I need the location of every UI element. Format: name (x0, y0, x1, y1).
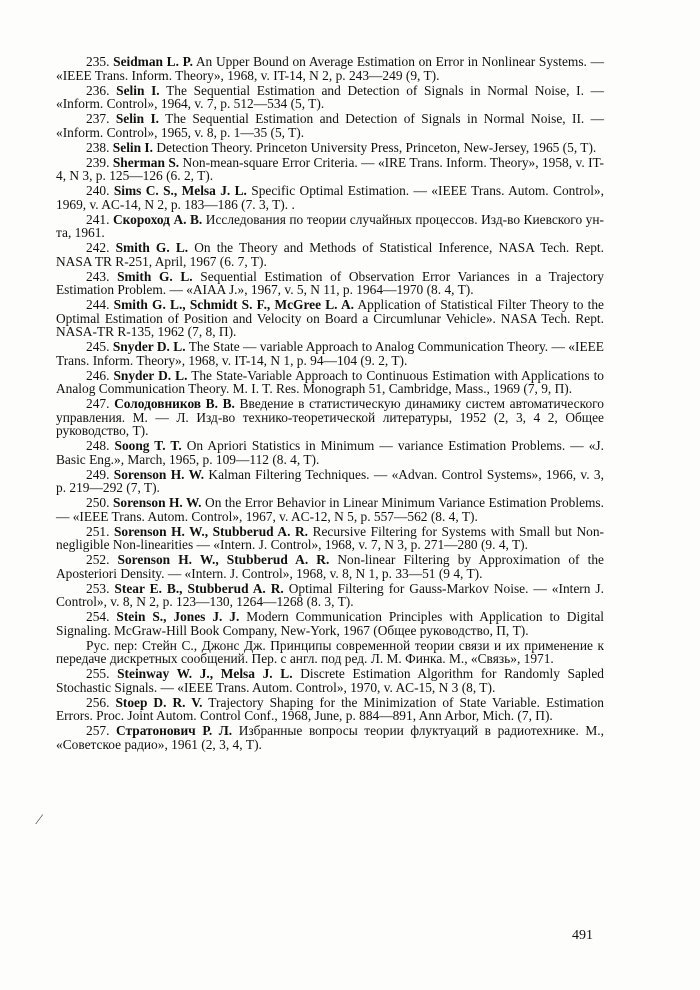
entry-authors: Stein S., Jones J. J. (116, 609, 240, 624)
entry-text: Recursive Filtering for Systems with Small but Non-negligible Non-linearities — «Intern. J. Control», 1968, v. 7, N 3, p. 271—280 (9. 4, T). (56, 523, 604, 552)
entry-text: Specific Optimal Estimation. — «IEEE Trans. Autom. Control», 1969, v. AC-14, N 2, p. 183—186 (7. 3, T). . (56, 183, 604, 212)
entry-authors: Smith G. L. (115, 240, 189, 255)
entry-authors: Солодовников В. В. (114, 396, 235, 411)
entry-authors: Selin I. (115, 111, 160, 126)
entry-text: Введение в статистическую динамику систем автоматического управления. М. — Л. Изд-во технико-теоретической литературы, 1952 (2, 3, 4 2, Общее руководство, T). (56, 396, 604, 438)
entry-number: 238. (86, 139, 110, 155)
entry-number: 247. (86, 396, 110, 411)
entry-text: Non-linear Filtering by Approximation of the Aposteriori Density. — «Intern. J. Control», 1968, v. 8, N 1, p. 33—51 (9 4, T). (56, 552, 604, 581)
entry-text: Избранные вопросы теории флуктуаций в радиотехнике. М., «Советское радио», 1961 (2, 3, 4, T). (56, 723, 605, 752)
entry-number: 243. (86, 268, 110, 284)
reference-entry (56, 141, 604, 155)
reference-entry (56, 298, 604, 339)
entry-authors: Smith G. L., Schmidt S. F., McGree L. A. (113, 297, 354, 312)
entry-number: 250. (86, 495, 110, 510)
reference-entry (56, 667, 604, 694)
reference-entry (56, 439, 604, 466)
entry-number: 237. (86, 111, 110, 126)
reference-entry (56, 610, 604, 637)
page-number: 491 (572, 928, 593, 943)
entry-authors: Snyder D. L. (112, 339, 186, 354)
reference-entry (56, 55, 604, 82)
entry-number: 244. (86, 297, 110, 312)
entry-authors: Stear E. B., Stubberud A. R. (114, 580, 284, 596)
reference-entry (56, 553, 604, 580)
entry-number: 242. (86, 240, 110, 255)
reference-entry (56, 468, 604, 495)
entry-text: Исследования по теории случайных процессов. Изд-во Киевского ун-та, 1961. (56, 211, 604, 240)
entry-authors: Seidman L. P. (113, 54, 193, 69)
entry-text: The State-Variable Approach to Continuous Estimation with Applications to Analog Communication Theory. M. I. T. Res. Monograph 51, Cambridge, Mass., 1969 (7, 9, П). (56, 367, 604, 396)
entry-number: 252. (86, 552, 110, 567)
entry-authors: Selin I. (112, 139, 153, 155)
entry-number: 256. (86, 694, 110, 710)
translation-note (56, 639, 604, 666)
entry-authors: Sorenson H. W. (113, 466, 205, 482)
entry-text: On the Error Behavior in Linear Minimum Variance Estimation Problems. — «IEEE Trans. Autom. Control», 1967, v. AC-12, N 5, p. 557—562 (8. 4, T). (56, 495, 604, 524)
entry-authors: Soong T. T. (114, 438, 182, 453)
entry-number: 236. (86, 82, 110, 98)
entry-number: 257. (86, 723, 110, 738)
entry-authors: Smith G. L. (117, 268, 193, 284)
reference-entry (56, 270, 604, 297)
reference-entry (56, 184, 604, 211)
entry-number: 240. (86, 183, 110, 198)
reference-entry (56, 724, 604, 751)
reference-entry (56, 582, 604, 609)
entry-number: 246. (86, 367, 110, 383)
entry-text: On the Theory and Methods of Statistical Inference, NASA Tech. Rept. NASA TR R-251, April, 1967 (6. 7, T). (56, 240, 605, 269)
entry-text: An Upper Bound on Average Estimation on Error in Nonlinear Systems. — «IEEE Trans. Inform. Theory», 1968, v. IT-14, N 2, p. 243—249 (9, T). (56, 54, 604, 83)
reference-entry (56, 112, 604, 139)
reference-entry (56, 213, 604, 240)
reference-entry (56, 397, 604, 438)
entry-text: On Apriori Statistics in Minimum — variance Estimation Problems. — «J. Basic Eng.», March, 1965, p. 109—112 (8. 4, T). (56, 438, 604, 467)
reference-entry (56, 340, 604, 367)
reference-entry (56, 241, 604, 268)
entry-number: 241. (86, 211, 110, 227)
entry-number: 245. (86, 339, 110, 354)
entry-authors: Sherman S. (112, 154, 180, 170)
entry-authors: Sims C. S., Melsa J. L. (113, 183, 247, 198)
entry-number: 235. (86, 54, 110, 69)
entry-authors: Selin I. (116, 82, 160, 98)
entry-text: Detection Theory. Princeton University Press, Princeton, New-Jersey, 1965 (5, T). (156, 139, 597, 155)
entry-text: Sequential Estimation of Observation Error Variances in a Trajectory Estimation Problem. — «AIAA J.», 1967, v. 5, N 11, p. 1964—1970 (8. 4, T). (56, 268, 604, 297)
entry-number: 239. (86, 154, 110, 170)
entry-text: Рус. пер: Стейн С., Джонс Дж. Принципы современной теории связи и их применение к передаче дискретных сообщений. Пер. с англ. под ред. Л. М. Финка. М., «Связь», 1971. (56, 637, 604, 666)
entry-text: The Sequential Estimation and Detection of Signals in Normal Noise, II. — «Inform. Control», 1965, v. 8, p. 1—35 (5, T). (56, 111, 605, 140)
entry-authors: Sorenson H. W., Stubberud A. R. (117, 552, 330, 567)
entry-text: Kalman Filtering Techniques. — «Advan. Control Systems», 1966, v. 3, p. 219—292 (7, T). (56, 466, 604, 495)
entry-text: Modern Communication Principles with Application to Digital Signaling. McGraw-Hill Book Company, New-York, 1967 (Общее руководство, П, T). (56, 609, 604, 638)
entry-number: 253. (86, 580, 110, 596)
reference-entry (56, 156, 604, 183)
reference-entry (56, 525, 604, 552)
entry-text: Trajectory Shaping for the Minimization of State Variable. Estimation Errors. Proc. Joint Autom. Control Conf., 1968, June, p. 884—891, Ann Arbor, Mich. (7, П). (56, 694, 604, 723)
entry-text: The Sequential Estimation and Detection of Signals in Normal Noise, I. — «Inform. Control», 1964, v. 7, p. 512—534 (5, T). (56, 82, 604, 111)
entry-number: 249. (86, 466, 110, 482)
reference-entry (56, 496, 604, 523)
entry-number: 254. (86, 609, 110, 624)
entry-number: 251. (86, 523, 110, 539)
entry-authors: Steinway W. J., Melsa J. L. (117, 666, 293, 681)
reference-list (56, 55, 604, 753)
reference-entry (56, 696, 604, 723)
entry-authors: Snyder D. L. (113, 367, 188, 383)
entry-text: Discrete Estimation Algorithm for Randomly Sapled Stochastic Signals. — «IEEE Trans. Autom. Control», 1970, v. AC-15, N 3 (8, T). (56, 666, 604, 695)
margin-mark: ⁄ (38, 812, 41, 828)
entry-text: Optimal Filtering for Gauss-Markov Noise. — «Intern J. Control», v. 8, N 2, p. 123—130, 1264—1268 (8. 3, T). (56, 580, 604, 609)
entry-number: 248. (86, 438, 110, 453)
reference-entry (56, 369, 604, 396)
entry-number: 255. (86, 666, 110, 681)
entry-authors: Sorenson H. W., Stubberud A. R. (113, 523, 309, 539)
entry-authors: Стратонович Р. Л. (116, 723, 233, 738)
entry-text: Application of Statistical Filter Theory to the Optimal Estimation of Position and Velocity on Board a Circumlunar Vehicle». NASA Tech. Rept. NASA-TR R-135, 1962 (7, 8, П). (56, 297, 604, 339)
entry-text: Non-mean-square Error Criteria. — «IRE Trans. Inform. Theory», 1958, v. IT-4, N 3, p. 125—126 (6. 2, T). (56, 154, 604, 183)
entry-text: The State — variable Approach to Analog Communication Theory. — «IEEE Trans. Inform. Theory», 1968, v. IT-14, N 1, p. 94—104 (9. 2, T). (56, 339, 604, 368)
entry-authors: Stoep D. R. V. (115, 694, 203, 710)
reference-entry (56, 84, 604, 111)
entry-authors: Скороход А. В. (112, 211, 203, 227)
entry-authors: Sorenson H. W. (112, 495, 202, 510)
